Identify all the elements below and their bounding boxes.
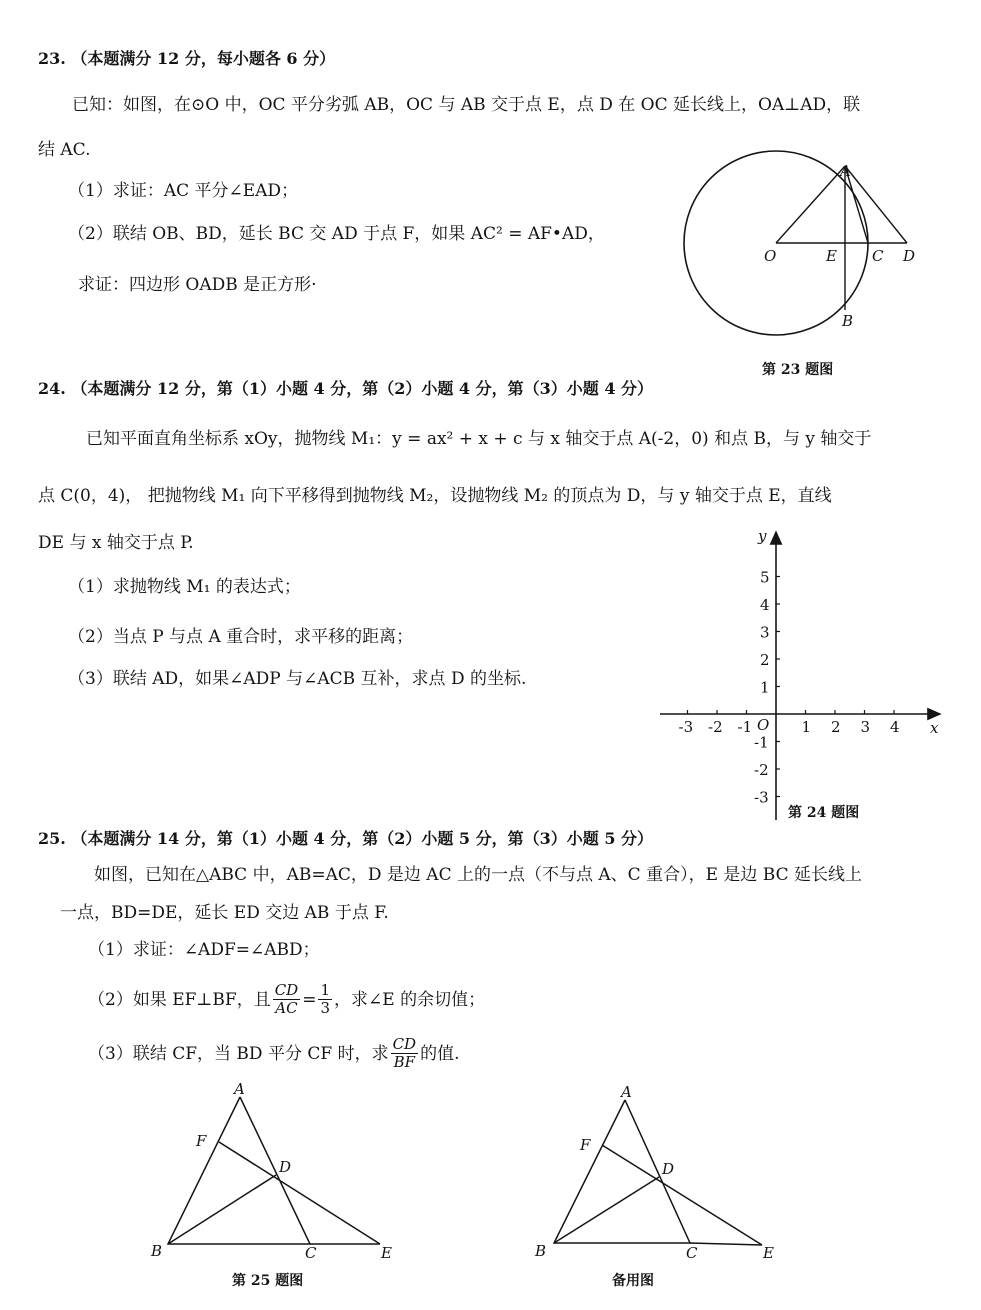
q24-coordinate-axes	[655, 520, 955, 825]
q25-part2-val-den: 3	[320, 999, 331, 1017]
q24-y-tick-label: 3	[760, 623, 770, 642]
q23-stem-line1: 已知：如图，在⊙O 中，OC 平分劣弧 AB，OC 与 AB 交于点 E，点 D 在 OC 延长线上，OA⊥AD，联	[72, 95, 861, 115]
q24-caption: 第 24 题图	[788, 805, 860, 821]
q25-caption-main: 第 25 题图	[232, 1273, 304, 1289]
q24-y-tick-label: -3	[754, 788, 769, 807]
q23-figure	[660, 140, 930, 355]
q23-label-C: C	[872, 247, 884, 265]
q24-y-tick-label: 5	[760, 568, 770, 587]
q25-heading: 25. （本题满分 14 分，第（1）小题 4 分，第（2）小题 5 分，第（3）小题 5 分）	[38, 829, 654, 848]
q24-stem-line2: 点 C(0，4)， 把抛物线 M₁ 向下平移得到抛物线 M₂，设抛物线 M₂ 的顶点为 D，与 y 轴交于点 E，直线	[38, 486, 832, 506]
q25-main-label-A: A	[234, 1080, 245, 1098]
q24-x-tick-label: -1	[737, 718, 753, 736]
q25-spare-label-E: E	[763, 1244, 774, 1262]
q24-x-tick-label: -2	[708, 718, 723, 736]
q23-caption: 第 23 题图	[762, 362, 834, 378]
q25-part2-fraction-value	[318, 982, 332, 1017]
q24-x-tick-label: 3	[860, 718, 871, 736]
q23-line-OA	[776, 166, 845, 243]
q24-x-tick-label: -3	[678, 718, 694, 736]
q23-label-E: E	[826, 247, 837, 265]
q24-origin-label: O	[757, 716, 770, 734]
q23-label-D: D	[903, 247, 916, 265]
q25-spare-label-A: A	[621, 1083, 632, 1101]
q24-y-label: y	[758, 527, 767, 545]
q24-part1: （1）求抛物线 M₁ 的表达式；	[68, 577, 301, 597]
q24-y-tick-label: 4	[760, 596, 770, 614]
q24-x-tick-label: 2	[831, 718, 841, 736]
q25-main-label-E: E	[381, 1244, 392, 1262]
q25-part2-suffix: ，求∠E 的余切值；	[334, 989, 486, 1010]
q25-spare-line-FE	[602, 1145, 762, 1245]
q25-main-label-C: C	[305, 1244, 317, 1262]
q25-part3	[88, 1036, 459, 1071]
q23-label-A: A	[840, 162, 851, 180]
q25-stem-line1: 如图，已知在△ABC 中，AB=AC，D 是边 AC 上的一点（不与点 A、C 重合），E 是边 BC 延长线上	[94, 865, 863, 885]
q25-main-label-D: D	[279, 1158, 292, 1176]
q25-part2-fraction-cd-ac	[273, 982, 301, 1017]
q25-part3-fraction-cd-bf	[391, 1036, 419, 1071]
q23-line-AD	[845, 166, 907, 243]
q25-part2-frac-den: AC	[275, 999, 298, 1017]
q23-label-B: B	[842, 312, 854, 330]
q25-part2-prefix: （2）如果 EF⊥BF，且	[88, 989, 271, 1010]
q25-figure-spare	[525, 1075, 795, 1265]
q25-spare-label-C: C	[686, 1244, 698, 1262]
q24-y-tick-label: 1	[760, 678, 770, 697]
q23-heading: 23. （本题满分 12 分，每小题各 6 分）	[38, 49, 336, 68]
q23-part1: （1）求证：AC 平分∠EAD；	[68, 181, 299, 201]
q25-caption-spare: 备用图	[612, 1273, 654, 1289]
q24-y-tick-label: -1	[754, 733, 769, 752]
q23-stem-line2: 结 AC.	[38, 140, 91, 160]
q24-x-label: x	[930, 719, 939, 737]
q25-part3-frac-den: BF	[393, 1053, 416, 1071]
q25-part2	[88, 982, 485, 1017]
q25-main-label-B: B	[151, 1242, 163, 1260]
q23-label-O: O	[764, 247, 777, 265]
q25-spare-label-B: B	[535, 1242, 547, 1260]
q24-y-tick-label: 2	[760, 651, 770, 669]
q24-stem-line1: 已知平面直角坐标系 xOy，抛物线 M₁：y = ax² + x + c 与 x 轴交于点 A(-2，0) 和点 B，与 y 轴交于	[86, 429, 872, 449]
q25-spare-label-F: F	[580, 1136, 591, 1154]
q23-part2: （2）联结 OB、BD，延长 BC 交 AD 于点 F，如果 AC² = AF•AD，	[68, 224, 605, 244]
q25-part3-frac-num: CD	[392, 1035, 417, 1053]
q24-part3: （3）联结 AD，如果∠ADP 与∠ACB 互补，求点 D 的坐标.	[68, 669, 527, 689]
q25-part2-val-num: 1	[320, 981, 331, 999]
q24-x-tick-label: 1	[801, 718, 812, 736]
q24-heading: 24. （本题满分 12 分，第（1）小题 4 分，第（2）小题 4 分，第（3）小题 4 分）	[38, 379, 654, 398]
q25-part1: （1）求证：∠ADF=∠ABD；	[88, 940, 320, 960]
q24-y-tick-label: -2	[754, 761, 769, 779]
q25-part3-prefix: （3）联结 CF，当 BD 平分 CF 时，求	[88, 1043, 389, 1064]
q25-line-FE	[219, 1142, 380, 1244]
q25-part2-frac-num: CD	[274, 981, 299, 999]
q25-figure-main	[140, 1075, 410, 1265]
q24-stem-line3: DE 与 x 轴交于点 P.	[38, 533, 194, 553]
q25-spare-label-D: D	[662, 1160, 675, 1178]
q25-stem-line2: 一点，BD=DE，延长 ED 交边 AB 于点 F.	[60, 903, 389, 923]
q25-part2-equals: =	[302, 989, 317, 1010]
q24-x-tick-label: 4	[890, 718, 900, 736]
q25-part3-suffix: 的值.	[420, 1043, 460, 1064]
q23-part2b: 求证：四边形 OADB 是正方形·	[78, 275, 317, 295]
q24-part2: （2）当点 P 与点 A 重合时，求平移的距离；	[68, 627, 414, 647]
q25-main-label-F: F	[196, 1132, 207, 1150]
q24-ticks	[679, 569, 900, 807]
q25-spare-line-CE	[690, 1243, 762, 1245]
